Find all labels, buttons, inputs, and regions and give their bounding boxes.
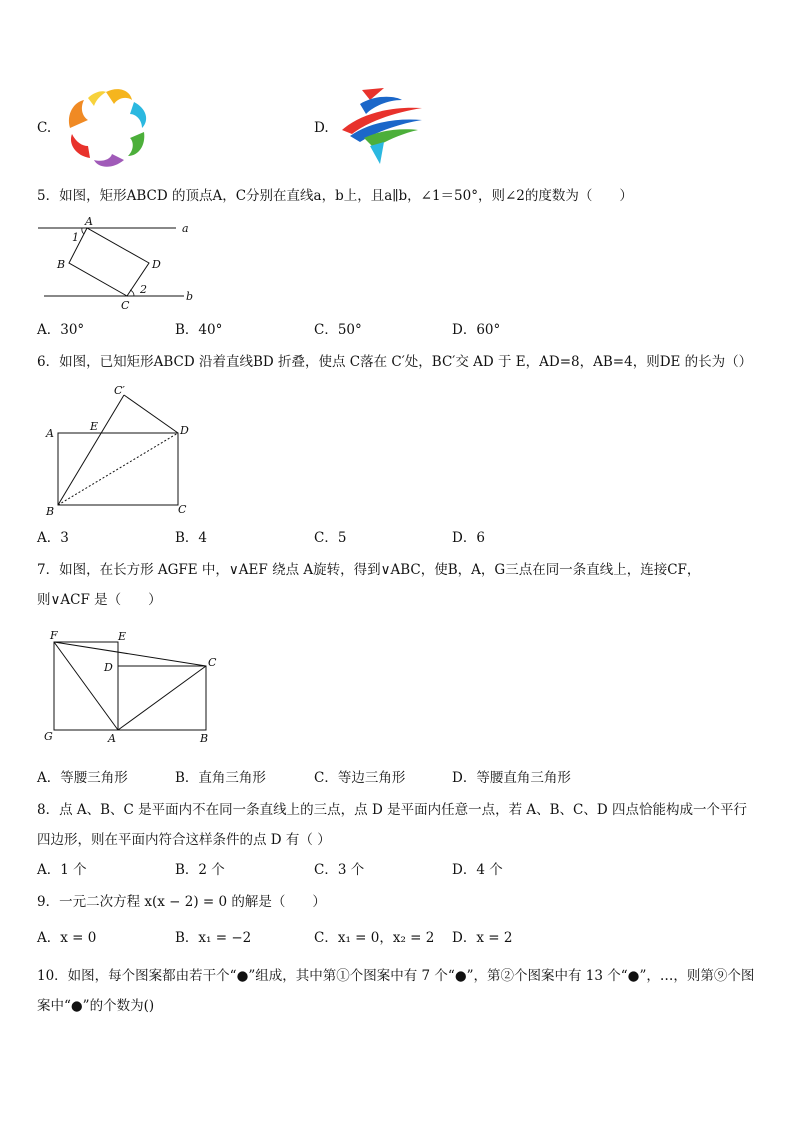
q4-option-d-logo bbox=[340, 86, 426, 166]
q7-stem-line1: 7．如图，在长方形 AGFE 中，∨AEF 绕点 A旋转，得到∨ABC，使B，A，G三点在同一条直线上，连接CF， bbox=[37, 562, 701, 578]
q7-figure bbox=[40, 626, 226, 748]
q6-figure bbox=[44, 384, 204, 518]
q5-label-b: b bbox=[186, 290, 194, 303]
q7-option-c[interactable]: C．等边三角形 bbox=[314, 770, 406, 786]
q7-option-b[interactable]: B．直角三角形 bbox=[175, 770, 266, 786]
q8-option-b[interactable]: B．2 个 bbox=[175, 862, 225, 878]
q4-option-c-label: C. bbox=[37, 120, 52, 136]
q5-label-2: 2 bbox=[140, 283, 147, 296]
q8-stem-line2: 四边形，则在平面内符合这样条件的点 D 有（ ） bbox=[37, 832, 331, 848]
q6-label-A: A bbox=[46, 427, 54, 440]
q7-label-G: G bbox=[44, 730, 53, 743]
q7-stem-line2: 则∨ACF 是（ ） bbox=[37, 592, 162, 608]
q6-label-B: B bbox=[46, 505, 55, 518]
q8-option-d[interactable]: D．4 个 bbox=[452, 862, 503, 878]
q7-label-A: A bbox=[108, 732, 116, 745]
q7-label-C: C bbox=[208, 656, 217, 669]
q6-stem: 6．如图，已知矩形ABCD 沿着直线BD 折叠，使点 C落在 C′处，BC′交 AD 于 E，AD=8，AB=4，则DE 的长为（） bbox=[37, 354, 753, 370]
q7-option-d[interactable]: D．等腰直角三角形 bbox=[452, 770, 571, 786]
q5-figure bbox=[36, 216, 196, 312]
q8-stem-line1: 8．点 A、B、C 是平面内不在同一条直线上的三点，点 D 是平面内任意一点，若 A、B、C、D 四点恰能构成一个平行 bbox=[37, 802, 747, 818]
q5-option-c[interactable]: C．50° bbox=[314, 322, 362, 338]
q7-label-B: B bbox=[200, 732, 209, 745]
q9-option-d[interactable]: D．x = 2 bbox=[452, 930, 513, 946]
q7-label-E: E bbox=[118, 630, 127, 643]
q5-stem: 5．如图，矩形ABCD 的顶点A，C分别在直线a，b上，且a∥b，∠1＝50°，则∠2的度数为（ ） bbox=[37, 188, 633, 204]
q4-option-d-label: D. bbox=[314, 120, 329, 136]
q7-option-a[interactable]: A．等腰三角形 bbox=[37, 770, 128, 786]
q6-label-Cp: C′ bbox=[114, 384, 125, 397]
q7-label-F: F bbox=[50, 629, 58, 642]
q5-label-a: a bbox=[182, 222, 189, 235]
q10-stem-line2: 案中“●”的个数为() bbox=[37, 998, 155, 1014]
q9-option-b[interactable]: B．x₁ = −2 bbox=[175, 930, 252, 946]
q6-option-c[interactable]: C．5 bbox=[314, 530, 347, 546]
q4-option-c-logo bbox=[60, 84, 152, 172]
q6-label-C: C bbox=[178, 503, 187, 516]
q5-label-1: 1 bbox=[72, 231, 79, 244]
q5-label-B: B bbox=[57, 258, 66, 271]
q6-label-E: E bbox=[90, 420, 99, 433]
q9-option-a[interactable]: A．x = 0 bbox=[37, 930, 97, 946]
q5-option-d[interactable]: D．60° bbox=[452, 322, 501, 338]
q8-option-c[interactable]: C．3 个 bbox=[314, 862, 365, 878]
q8-option-a[interactable]: A．1 个 bbox=[37, 862, 87, 878]
q5-option-a[interactable]: A．30° bbox=[37, 322, 85, 338]
q9-option-c[interactable]: C．x₁ = 0，x₂ = 2 bbox=[314, 930, 435, 946]
q6-option-d[interactable]: D．6 bbox=[452, 530, 485, 546]
q5-label-D: D bbox=[152, 258, 161, 271]
q7-label-D: D bbox=[104, 661, 113, 674]
q10-stem-line1: 10．如图，每个图案都由若干个“●”组成，其中第①个图案中有 7 个“●”，第②个图案中有 13 个“●”，…，则第⑨个图 bbox=[37, 968, 755, 984]
q5-label-C: C bbox=[121, 299, 130, 312]
q6-option-b[interactable]: B．4 bbox=[175, 530, 208, 546]
q5-option-b[interactable]: B．40° bbox=[175, 322, 223, 338]
q6-option-a[interactable]: A．3 bbox=[37, 530, 69, 546]
q9-stem: 9．一元二次方程 x(x − 2) = 0 的解是（ ） bbox=[37, 894, 326, 910]
q6-label-D: D bbox=[180, 424, 189, 437]
q5-label-A: A bbox=[85, 216, 93, 228]
